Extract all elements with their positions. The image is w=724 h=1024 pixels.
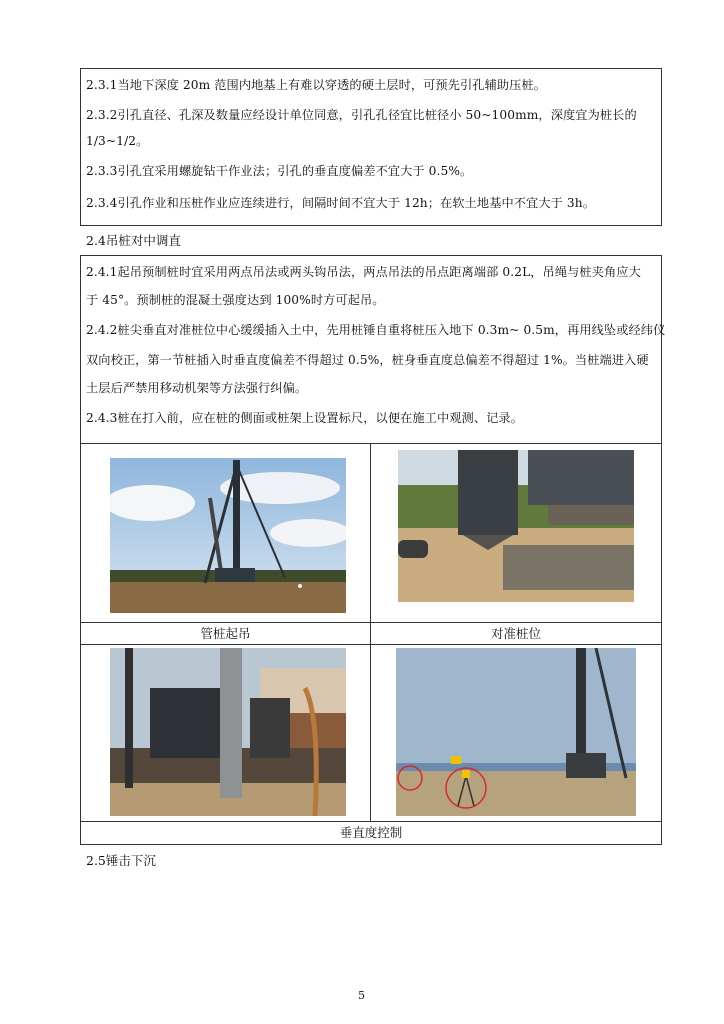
table-rule-caption1-bottom [80,644,662,645]
heading-2-5: 2.5锤击下沉 [86,853,156,868]
para-2-3-3: 2.3.3引孔宜采用螺旋钻干作业法；引孔的垂直度偏差不宜大于 0.5%。 [86,164,473,178]
table-col-divider-top [370,443,371,644]
caption-pile-lifting: 管桩起吊 [200,626,251,641]
para-2-3-2-line2: 1/3~1/2。 [86,134,149,148]
pile-lifting-photo [110,458,346,613]
para-2-4-1-line2: 于 45°。预制桩的混凝土强度达到 100%时方可起吊。 [86,293,385,307]
caption-verticality-control: 垂直度控制 [339,825,403,840]
para-2-3-2-line1: 2.3.2引孔直径、孔深及数量应经设计单位同意，引孔孔径宜比桩径小 50~100mm，深度宜为桩长的 [86,108,637,122]
verticality-theodolite-photo [396,648,636,816]
table-rule-caption1-top [80,622,662,623]
heading-2-4: 2.4吊桩对中调直 [86,233,181,248]
page-number: 5 [358,989,365,1002]
para-2-4-1-line1: 2.4.1起吊预制桩时宜采用两点吊法或两头钩吊法，两点吊法的吊点距离端部 0.2L，吊绳与桩夹角应大 [86,265,641,279]
table-col-divider-bottom [370,644,371,821]
para-2-3-1: 2.3.1当地下深度 20m 范围内地基上有难以穿透的硬土层时，可预先引孔辅助压桩。 [86,78,547,92]
para-2-4-2-line3: 土层后严禁用移动机架等方法强行纠偏。 [86,381,308,395]
para-2-4-2-line1: 2.4.2桩尖垂直对准桩位中心缓缓插入土中，先用桩锤自重将桩压入地下 0.3m~ 0.5m，再用线坠或经纬仪 [86,323,666,337]
table-rule-caption2-top [80,821,662,822]
para-2-4-2-line2: 双向校正，第一节桩插入时垂直度偏差不得超过 0.5%，桩身垂直度总偏差不得超过 1%。当桩端进入硬 [86,353,649,367]
table-rule-top [80,443,662,444]
para-2-4-3: 2.4.3桩在打入前，应在桩的侧面或桩架上设置标尺，以便在施工中观测、记录。 [86,411,523,425]
para-2-3-4: 2.3.4引孔作业和压桩作业应连续进行，间隔时间不宜大于 12h；在软土地基中不宜大于 3h。 [86,196,595,210]
verticality-site-photo [110,648,346,816]
pile-alignment-photo [398,450,634,602]
caption-pile-alignment: 对准桩位 [490,626,541,641]
